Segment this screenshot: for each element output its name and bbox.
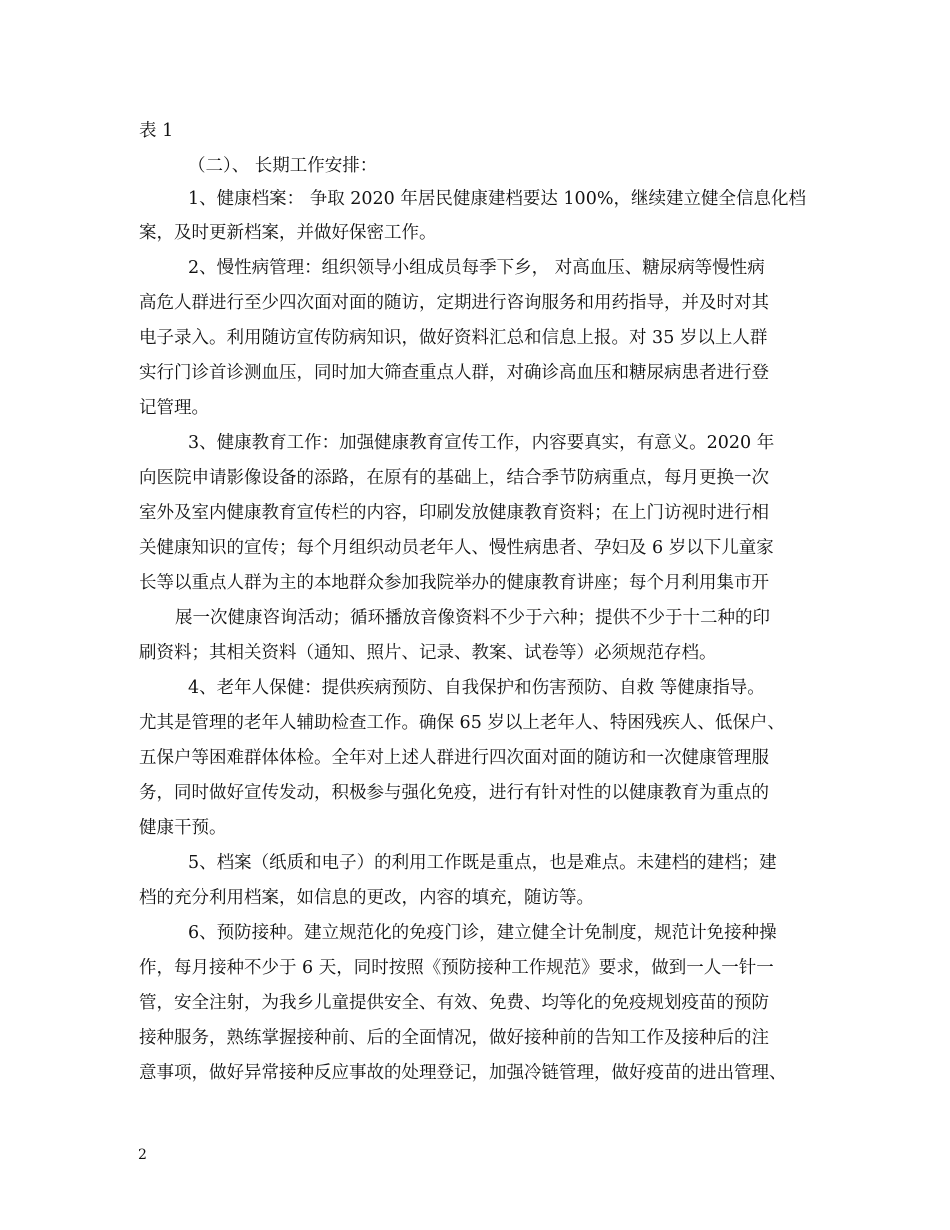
text-line: 接种服务，熟练掌握接种前、后的全面情况，做好接种前的告知工作及接种后的注 — [139, 1028, 769, 1048]
text-line: 刷资料；其相关资料（通知、照片、记录、教案、试卷等）必须规范存档。 — [139, 643, 717, 663]
text-line: 健康干预。 — [139, 818, 227, 838]
text-line: 案，及时更新档案，并做好保密工作。 — [139, 223, 437, 243]
text-line: 关健康知识的宣传；每个月组织动员老年人、慢性病患者、孕妇及 6 岁以下儿童家 — [139, 538, 774, 558]
text-line: 档的充分利用档案，如信息的更改，内容的填充，随访等。 — [139, 888, 594, 908]
text-line: 记管理。 — [139, 398, 209, 418]
text-line: 高危人群进行至少四次面对面的随访，定期进行咨询服务和用药指导，并及时对其 — [139, 293, 769, 313]
text-line: 管，安全注射，为我乡儿童提供安全、有效、免费、均等化的免疫规划疫苗的预防 — [139, 993, 769, 1013]
text-line: 五保户等困难群体体检。全年对上述人群进行四次面对面的随访和一次健康管理服 — [139, 748, 769, 768]
text-line: 室外及室内健康教育宣传栏的内容，印刷发放健康教育资料；在上门访视时进行相 — [139, 503, 769, 523]
text-line: 实行门诊首诊测血压，同时加大筛查重点人群，对确诊高血压和糖尿病患者进行登 — [139, 363, 769, 383]
text-line: 1、健康档案： 争取 2020 年居民健康建档要达 100%，继续建立健全信息化档 — [188, 189, 806, 209]
text-line: 尤其是管理的老年人辅助检查工作。确保 65 岁以上老年人、特困残疾人、低保户、 — [139, 713, 785, 733]
text-line: 4、老年人保健：提供疾病预防、自我保护和伤害预防、自救 等健康指导。 — [188, 678, 765, 698]
text-line: 展一次健康咨询活动；循环播放音像资料不少于六种；提供不少于十二种的印 — [175, 608, 770, 628]
text-line: 意事项，做好异常接种反应事故的处理登记，加强冷链管理，做好疫苗的进出管理、 — [139, 1063, 787, 1083]
text-line: 长等以重点人群为主的本地群众参加我院举办的健康教育讲座；每个月利用集市开 — [139, 573, 769, 593]
text-line: 务，同时做好宣传发动，积极参与强化免疫，进行有针对性的以健康教育为重点的 — [139, 783, 769, 803]
text-line: 电子录入。利用随访宣传防病知识，做好资料汇总和信息上报。对 35 岁以上人群 — [139, 328, 768, 348]
text-line: 2、慢性病管理：组织领导小组成员每季下乡， 对高血压、糖尿病等慢性病 — [188, 258, 765, 278]
text-line: 向医院申请影像设备的添路，在原有的基础上，结合季节防病重点，每月更换一次 — [139, 468, 769, 488]
table-caption: 表 1 — [139, 121, 174, 141]
text-line: 3、健康教育工作：加强健康教育宣传工作，内容要真实，有意义。2020 年 — [188, 433, 775, 453]
text-line: 6、预防接种。建立规范化的免疫门诊，建立健全计免制度，规范计免接种操 — [188, 923, 777, 943]
page-number: 2 — [138, 1147, 147, 1163]
text-line: 5、档案（纸质和电子）的利用工作既是重点，也是难点。未建档的建档；建 — [188, 853, 777, 873]
section-heading: （二）、 长期工作安排： — [188, 156, 378, 176]
text-line: 作，每月接种不少于 6 天，同时按照《预防接种工作规范》要求，做到一人一针一 — [139, 958, 774, 978]
